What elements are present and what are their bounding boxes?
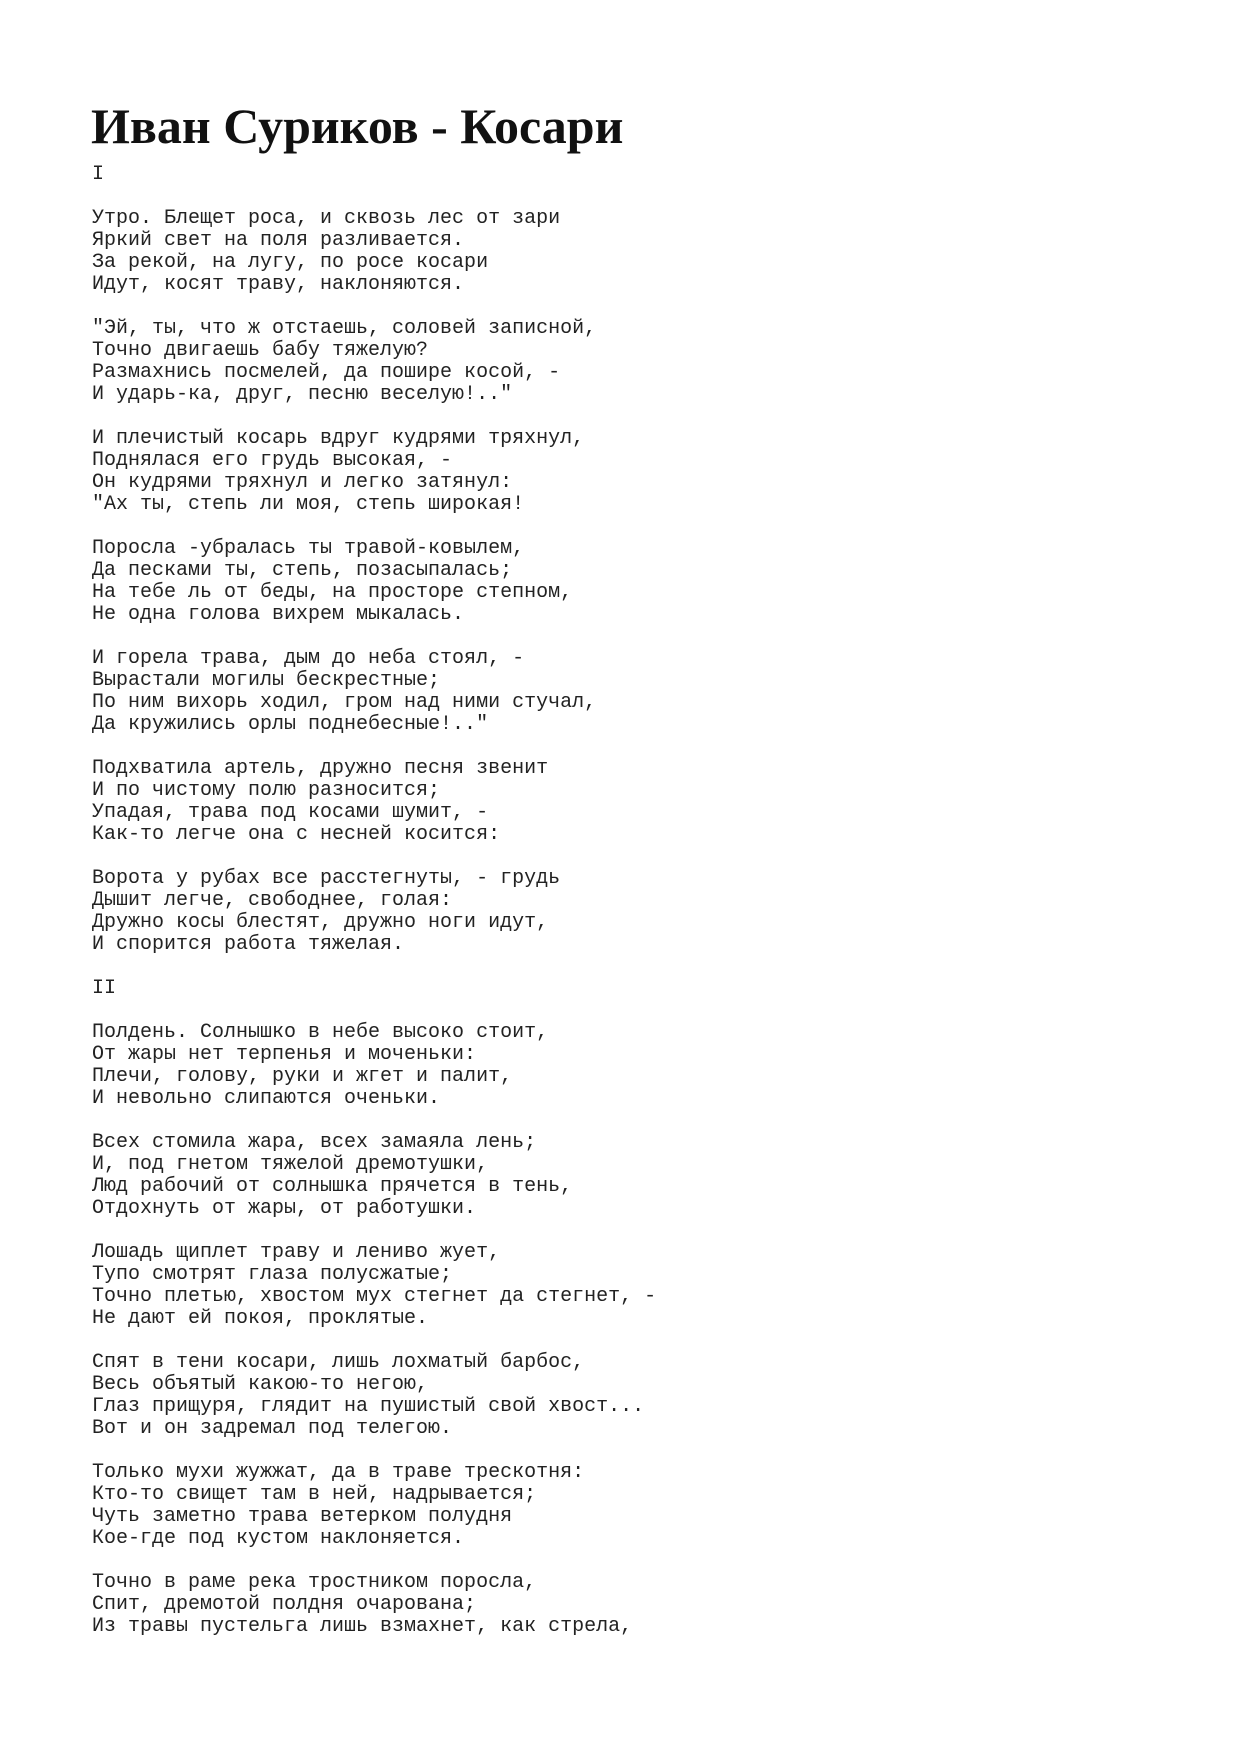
poem-line: Не одна голова вихрем мыкалась. (92, 603, 465, 626)
part-heading: I (92, 163, 105, 186)
poem-line: Он кудрями тряхнул и легко затянул: (92, 471, 513, 494)
poem-line: Не дают ей покоя, проклятые. (92, 1307, 429, 1330)
spacer (92, 1440, 1192, 1462)
stanza (92, 1572, 1192, 1638)
stanza (92, 428, 1192, 516)
poem-line: Подхватила артель, дружно песня звенит (92, 757, 549, 780)
spacer (92, 1330, 1192, 1352)
poem-line: Плечи, голову, руки и жгет и палит, (92, 1065, 513, 1088)
poem-line: Кто-то свищет там в ней, надрывается; (92, 1483, 537, 1506)
spacer (92, 956, 1192, 978)
poem-line: И ударь-ка, друг, песню веселую!.." (92, 383, 513, 406)
poem-line: Точно в раме река тростником поросла, (92, 1571, 537, 1594)
stanza (92, 648, 1192, 736)
stanza (92, 1462, 1192, 1550)
poem-line: И по чистому полю разносится; (92, 779, 441, 802)
poem-line: Из травы пустельга лишь взмахнет, как стрела, (92, 1615, 633, 1638)
poem-body (92, 164, 1192, 1638)
spacer (92, 1000, 1192, 1022)
poem-line: Отдохнуть от жары, от работушки. (92, 1197, 477, 1220)
spacer (92, 296, 1192, 318)
poem-line: Дышит легче, свободнее, голая: (92, 889, 453, 912)
poem-line: Лошадь щиплет траву и лениво жует, (92, 1241, 501, 1264)
poem-line: Полдень. Солнышко в небе высоко стоит, (92, 1021, 549, 1044)
poem-line: Ворота у рубах все расстегнуты, - грудь (92, 867, 561, 890)
poem-line: Вырастали могилы бескрестные; (92, 669, 441, 692)
spacer (92, 626, 1192, 648)
poem-line: Люд рабочий от солнышка прячется в тень, (92, 1175, 573, 1198)
poem-line: Глаз прищуря, глядит на пушистый свой хвост... (92, 1395, 645, 1418)
poem-line: Всех стомила жара, всех замаяла лень; (92, 1131, 537, 1154)
spacer (92, 736, 1192, 758)
poem-line: Да песками ты, степь, позасыпалась; (92, 559, 513, 582)
poem-line: Идут, косят траву, наклоняются. (92, 273, 465, 296)
spacer (92, 516, 1192, 538)
document-title: Иван Суриков - Косари (91, 98, 624, 154)
poem-line: Кое-где под кустом наклоняется. (92, 1527, 465, 1550)
poem-line: Да кружились орлы поднебесные!.." (92, 713, 489, 736)
poem-line: И горела трава, дым до неба стоял, - (92, 647, 525, 670)
poem-line: Вот и он задремал под телегою. (92, 1417, 453, 1440)
spacer (92, 846, 1192, 868)
stanza (92, 1022, 1192, 1110)
poem-line: Размахнись посмелей, да пошире косой, - (92, 361, 561, 384)
poem-line: И невольно слипаются оченьки. (92, 1087, 441, 1110)
poem-line: Весь объятый какою-то негою, (92, 1373, 429, 1396)
stanza (92, 208, 1192, 296)
poem-line: Поросла -убралась ты травой-ковылем, (92, 537, 525, 560)
spacer (92, 1220, 1192, 1242)
poem-line: Чуть заметно трава ветерком полудня (92, 1505, 513, 1528)
stanza (92, 318, 1192, 406)
poem-line: И плечистый косарь вдруг кудрями тряхнул, (92, 427, 585, 450)
spacer (92, 186, 1192, 208)
stanza (92, 1132, 1192, 1220)
poem-line: За рекой, на лугу, по росе косари (92, 251, 489, 274)
stanza (92, 1242, 1192, 1330)
poem-line: Тупо смотрят глаза полусжатые; (92, 1263, 453, 1286)
poem-line: От жары нет терпенья и моченьки: (92, 1043, 477, 1066)
poem-line: Точно двигаешь бабу тяжелую? (92, 339, 429, 362)
poem-line: Точно плетью, хвостом мух стегнет да стегнет, - (92, 1285, 657, 1308)
spacer (92, 1550, 1192, 1572)
poem-line: И, под гнетом тяжелой дремотушки, (92, 1153, 489, 1176)
poem-line: Дружно косы блестят, дружно ноги идут, (92, 911, 549, 934)
poem-line: По ним вихорь ходил, гром над ними стучал, (92, 691, 597, 714)
poem-line: "Ах ты, степь ли моя, степь широкая! (92, 493, 525, 516)
poem-line: Утро. Блещет роса, и сквозь лес от зари (92, 207, 561, 230)
poem-line: Упадая, трава под косами шумит, - (92, 801, 489, 824)
spacer (92, 1110, 1192, 1132)
poem-line: "Эй, ты, что ж отстаешь, соловей записной, (92, 317, 597, 340)
poem-line: Спит, дремотой полдня очарована; (92, 1593, 477, 1616)
stanza (92, 1352, 1192, 1440)
poem-line: Как-то легче она с несней косится: (92, 823, 501, 846)
poem-line: Поднялася его грудь высокая, - (92, 449, 453, 472)
poem-line: Только мухи жужжат, да в траве трескотня: (92, 1461, 585, 1484)
poem-line: Яркий свет на поля разливается. (92, 229, 465, 252)
poem-line: И спорится работа тяжелая. (92, 933, 405, 956)
poem-line: На тебе ль от беды, на просторе степном, (92, 581, 573, 604)
stanza (92, 868, 1192, 956)
part-heading: II (92, 977, 117, 1000)
poem-line: Спят в тени косари, лишь лохматый барбос, (92, 1351, 585, 1374)
spacer (92, 406, 1192, 428)
stanza (92, 758, 1192, 846)
stanza (92, 538, 1192, 626)
